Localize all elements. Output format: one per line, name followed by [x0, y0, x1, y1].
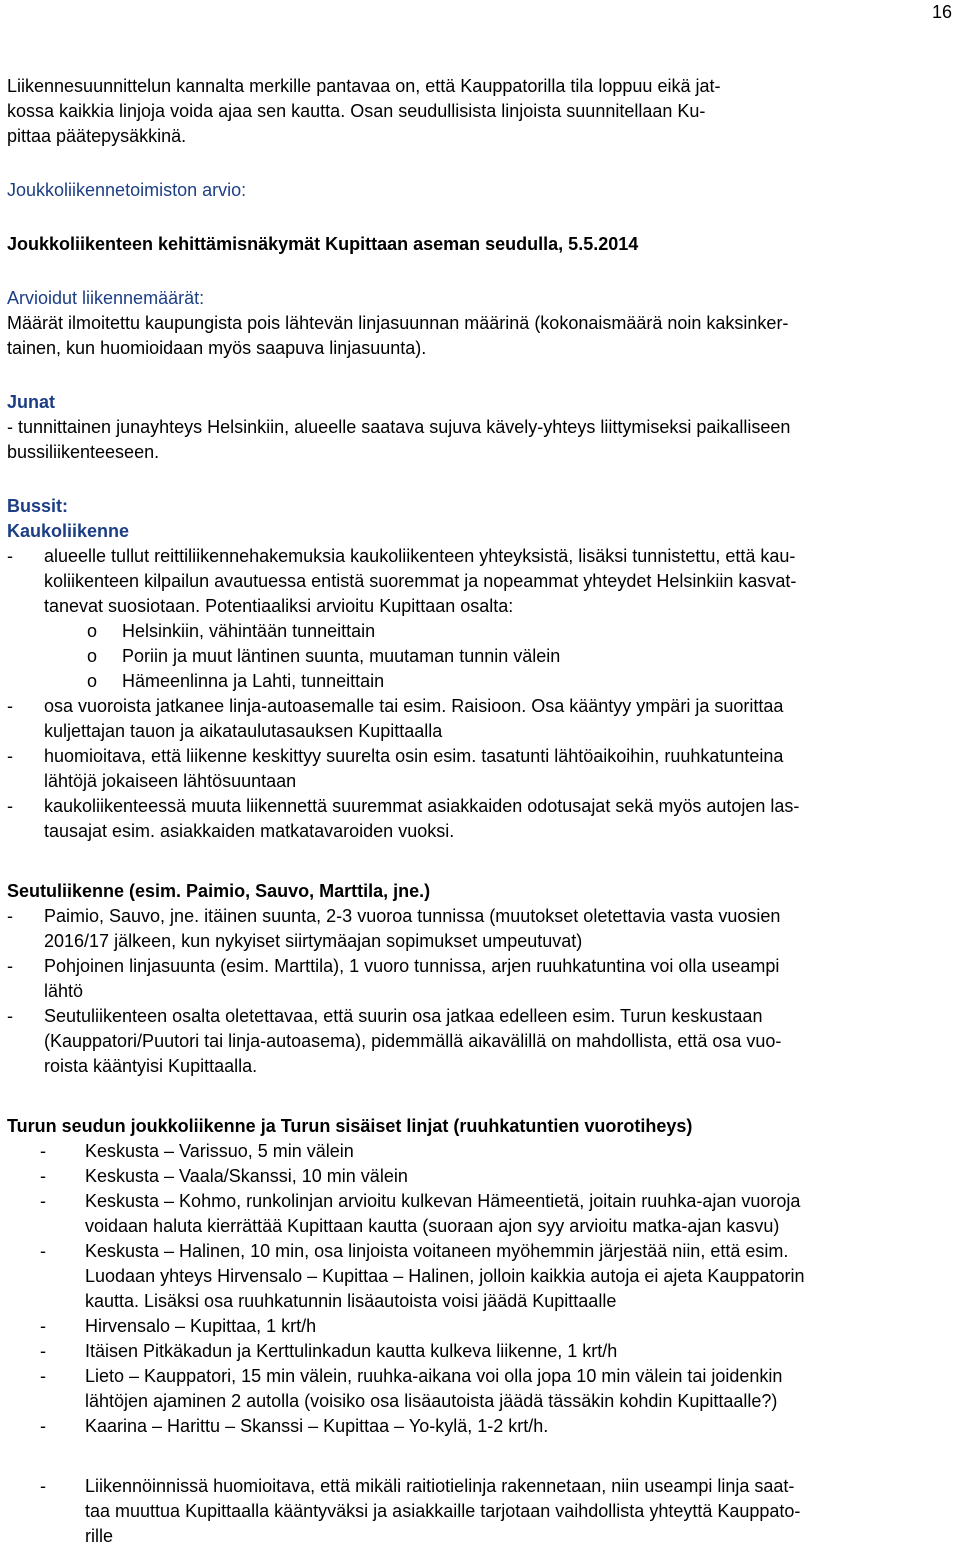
list-item-text: Itäisen Pitkäkadun ja Kerttulinkadun kautta kulkeva liikenne, 1 krt/h	[85, 1341, 618, 1361]
regional-heading: Seutuliikenne (esim. Paimio, Sauvo, Marttila, jne.)	[7, 881, 431, 901]
list-item-text: huomioitava, että liikenne keskittyy suurelta osin esim. tasatunti lähtöaikoihin, ruuhkatunteina	[44, 746, 784, 766]
text-line: bussiliikenteeseen.	[7, 442, 160, 462]
list-item	[7, 1364, 957, 1389]
list-item-text: alueelle tullut reittiliikennehakemuksia kaukoliikenteen yhteyksistä, lisäksi tunnistettu, että kau-	[44, 546, 796, 566]
circle-bullet: o	[87, 646, 98, 666]
list-item	[7, 1164, 957, 1189]
circle-bullet: o	[87, 671, 98, 691]
buses-section	[7, 494, 957, 844]
dash-bullet: -	[7, 696, 13, 716]
list-item-text: kautta. Lisäksi osa ruuhkatunnin lisäautoista voisi jäädä Kupittaalle	[85, 1291, 617, 1311]
text-line: Määrät ilmoitettu kaupungista pois lähtevän linjasuunnan määrinä (kokonaismäärä noin kaksinker-	[7, 313, 789, 333]
list-item-text: voidaan haluta kierrättää Kupittaan kautta (suoraan ajon syy arvioitu matka-ajan kasvu)	[85, 1216, 780, 1236]
list-item	[7, 744, 957, 769]
dash-bullet: -	[40, 1316, 46, 1336]
list-item	[7, 1189, 957, 1214]
sub-list-item	[7, 619, 957, 644]
dash-bullet: -	[40, 1416, 46, 1436]
list-item-text: rille	[85, 1526, 114, 1546]
list-item-text: Keskusta – Halinen, 10 min, osa linjoista voitaneen myöhemmin järjestää niin, että esim.	[85, 1241, 789, 1261]
list-item	[7, 954, 957, 979]
text-line: - tunnittainen junayhteys Helsinkiin, alueelle saatava sujuva kävely-yhteys liittymiseksi paikalliseen	[7, 417, 791, 437]
dash-bullet: -	[40, 1476, 46, 1496]
list-item	[7, 794, 957, 819]
office-heading: Joukkoliikennetoimiston arvio:	[7, 180, 247, 200]
dash-bullet: -	[40, 1191, 46, 1211]
list-item-text: kaukoliikenteessä muuta liikennettä suuremmat asiakkaiden odotusajat sekä myös autojen las-	[44, 796, 800, 816]
buses-heading: Bussit:	[7, 496, 69, 516]
sub-list-item-text: Poriin ja muut läntinen suunta, muutaman tunnin välein	[122, 646, 561, 666]
list-item-text: Seutuliikenteen osalta oletettavaa, että suurin osa jatkaa edelleen esim. Turun keskustaan	[44, 1006, 763, 1026]
page-number: 16	[931, 2, 952, 22]
long-distance-heading: Kaukoliikenne	[7, 521, 130, 541]
list-item	[7, 544, 957, 569]
city-section	[7, 1114, 957, 1549]
estimated-section	[7, 286, 957, 361]
dash-bullet: -	[40, 1166, 46, 1186]
list-item-text: kuljettajan tauon ja aikataulutasauksen Kupittaalla	[44, 721, 443, 741]
dash-bullet: -	[7, 906, 13, 926]
dash-bullet: -	[40, 1341, 46, 1361]
list-item-text: taa muuttua Kupittaalla kääntyväksi ja asiakkaille tarjotaan vaihdollista yhteyttä Kauppato-	[85, 1501, 801, 1521]
list-item	[7, 904, 957, 929]
dash-bullet: -	[7, 746, 13, 766]
sub-list-item	[7, 669, 957, 694]
list-item-text: Hirvensalo – Kupittaa, 1 krt/h	[85, 1316, 317, 1336]
list-item-text: lähtöjä jokaiseen lähtösuuntaan	[44, 771, 297, 791]
dash-bullet: -	[7, 796, 13, 816]
text-line: pittaa päätepysäkkinä.	[7, 126, 187, 146]
dash-bullet: -	[40, 1241, 46, 1261]
dash-bullet: -	[7, 956, 13, 976]
list-item	[7, 1414, 957, 1439]
list-item	[7, 1239, 957, 1264]
list-item-text: tanevat suosiotaan. Potentiaaliksi arvioitu Kupittaan osalta:	[44, 596, 514, 616]
estimated-heading: Arvioidut liikennemäärät:	[7, 288, 205, 308]
trains-heading: Junat	[7, 392, 56, 412]
list-item-text: koliikenteen kilpailun avautuessa entistä suoremmat ja nopeammat yhteydet Helsinkiin kasvat-	[44, 571, 797, 591]
list-item-text: Keskusta – Vaala/Skanssi, 10 min välein	[85, 1166, 408, 1186]
list-item-text: Pohjoinen linjasuunta (esim. Marttila), 1 vuoro tunnissa, arjen ruuhkatuntina voi olla useampi	[44, 956, 780, 976]
list-item	[7, 1474, 957, 1499]
city-heading: Turun seudun joukkoliikenne ja Turun sisäiset linjat (ruuhkatuntien vuorotiheys)	[7, 1116, 693, 1136]
list-item-text: Liikennöinnissä huomioitava, että mikäli raitiotielinja rakennetaan, niin useampi linja saat-	[85, 1476, 795, 1496]
list-item-text: Lieto – Kauppatori, 15 min välein, ruuhka-aikana voi olla jopa 10 min välein tai joidenkin	[85, 1366, 783, 1386]
list-item-text: Kaarina – Harittu – Skanssi – Kupittaa – Yo-kylä, 1-2 krt/h.	[85, 1416, 549, 1436]
list-item-text: Paimio, Sauvo, jne. itäinen suunta, 2-3 vuoroa tunnissa (muutokset oletettavia vasta vuosien	[44, 906, 781, 926]
dash-bullet: -	[40, 1141, 46, 1161]
document-body	[7, 0, 957, 1549]
sub-list-item-text: Hämeenlinna ja Lahti, tunneittain	[122, 671, 385, 691]
list-item	[7, 1339, 957, 1364]
sub-list-item-text: Helsinkiin, vähintään tunneittain	[122, 621, 376, 641]
text-line: kossa kaikkia linjoja voida ajaa sen kautta. Osan seudullisista linjoista suunnitellaan Ku-	[7, 101, 706, 121]
intro-paragraph	[7, 74, 957, 149]
dash-bullet: -	[40, 1366, 46, 1386]
text-line: Liikennesuunnittelun kannalta merkille pantavaa on, että Kauppatorilla tila loppuu eikä jat-	[7, 76, 721, 96]
sub-list-item	[7, 644, 957, 669]
list-item-text: 2016/17 jälkeen, kun nykyiset siirtymäajan sopimukset umpeutuvat)	[44, 931, 583, 951]
list-item-text: (Kauppatori/Puutori tai linja-autoasema), pidemmällä aikavälillä on mahdollista, että osa vuo-	[44, 1031, 782, 1051]
list-item-text: Keskusta – Varissuo, 5 min välein	[85, 1141, 354, 1161]
list-item-text: Keskusta – Kohmo, runkolinjan arvioitu kulkevan Hämeentietä, joitain ruuhka-ajan vuoroja	[85, 1191, 801, 1211]
list-item-text: tausajat esim. asiakkaiden matkatavaroiden vuoksi.	[44, 821, 455, 841]
text-line: tainen, kun huomioidaan myös saapuva linjasuunta).	[7, 338, 427, 358]
dash-bullet: -	[7, 1006, 13, 1026]
list-item-text: osa vuoroista jatkanee linja-autoasemalle tai esim. Raisioon. Osa kääntyy ympäri ja suorittaa	[44, 696, 784, 716]
list-item	[7, 1004, 957, 1029]
list-item	[7, 1139, 957, 1164]
regional-section	[7, 879, 957, 1079]
dash-bullet: -	[7, 546, 13, 566]
list-item-text: lähtöjen ajaminen 2 autolla (voisiko osa lisäautoista jäädä tässäkin kohdin Kupittaalle?)	[85, 1391, 778, 1411]
list-item-text: roista kääntyisi Kupittaalla.	[44, 1056, 258, 1076]
document-subtitle: Joukkoliikenteen kehittämisnäkymät Kupittaan aseman seudulla, 5.5.2014	[7, 234, 639, 254]
circle-bullet: o	[87, 621, 98, 641]
list-item-text: Luodaan yhteys Hirvensalo – Kupittaa – Halinen, jolloin kaikkia autoja ei ajeta Kauppatorin	[85, 1266, 805, 1286]
list-item	[7, 1314, 957, 1339]
list-item-text: lähtö	[44, 981, 84, 1001]
list-item	[7, 694, 957, 719]
trains-section	[7, 390, 957, 465]
